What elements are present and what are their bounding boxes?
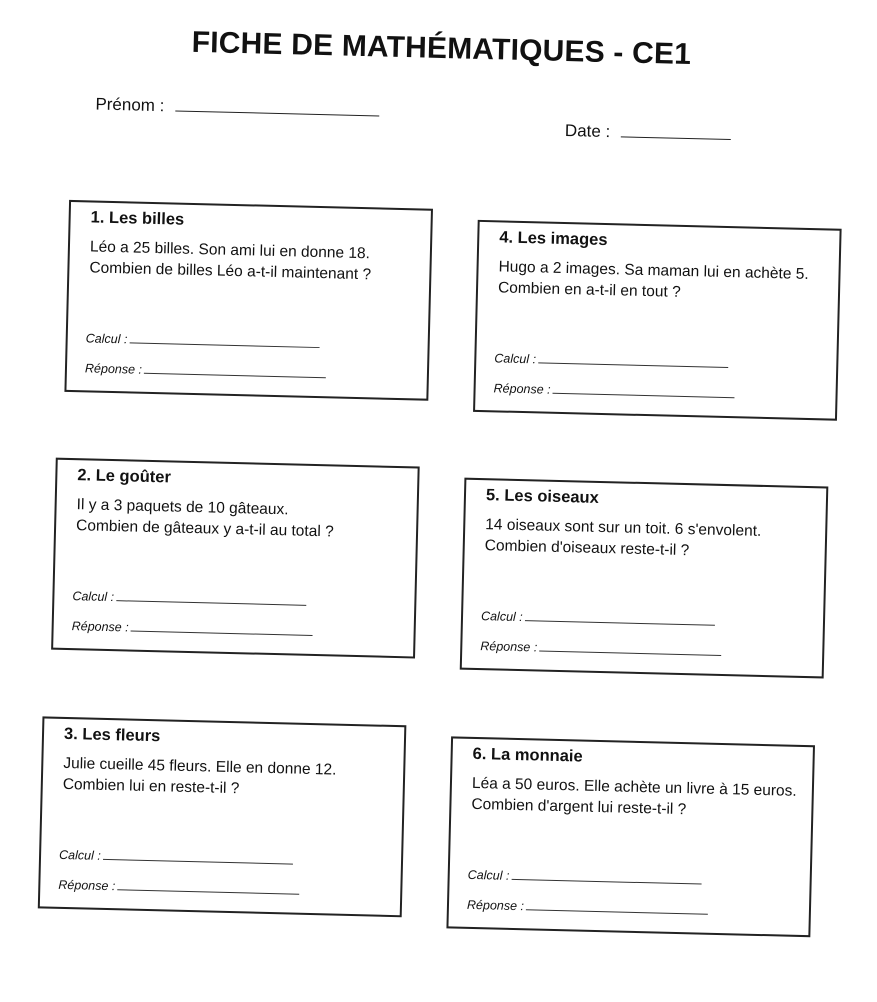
calcul-label: Calcul :: [494, 351, 537, 367]
problem-line-2: Combien d'oiseaux reste-t-il ?: [484, 537, 690, 560]
reponse-label: Réponse :: [466, 897, 525, 914]
problem-title: 6. La monnaie: [472, 744, 583, 766]
problem-card-5: [460, 478, 829, 679]
problem-card-3: [38, 716, 407, 917]
calcul-row: [59, 848, 293, 868]
reponse-answer-line[interactable]: [131, 630, 313, 636]
problem-statement: [76, 494, 335, 542]
calcul-answer-line[interactable]: [525, 619, 715, 626]
date-label: Date :: [564, 120, 611, 142]
reponse-answer-line[interactable]: [144, 372, 326, 378]
problem-line-2: Combien en a-t-il en tout ?: [497, 279, 681, 301]
calcul-answer-line[interactable]: [511, 878, 701, 885]
problem-statement: [63, 753, 337, 802]
date-field: [565, 121, 732, 145]
problem-statement: [89, 236, 372, 285]
problem-line-1: Julie cueille 45 fleurs. Elle en donne 12.: [63, 754, 337, 779]
reponse-label: Réponse :: [71, 619, 129, 635]
problem-statement: [471, 773, 797, 823]
first-name-label: Prénom :: [95, 94, 165, 116]
calcul-answer-line[interactable]: [538, 361, 728, 368]
reponse-answer-line[interactable]: [539, 650, 721, 656]
calcul-row: [86, 331, 320, 351]
problem-title: 4. Les images: [499, 228, 608, 250]
date-input-line[interactable]: [621, 135, 731, 140]
problem-card-6: [446, 736, 815, 937]
problem-card-2: [51, 458, 420, 659]
calcul-label: Calcul :: [467, 867, 510, 883]
reponse-row: [493, 381, 734, 401]
calcul-row: [468, 868, 702, 888]
calcul-label: Calcul :: [72, 589, 115, 605]
reponse-answer-line[interactable]: [552, 392, 734, 398]
calcul-answer-line[interactable]: [116, 599, 306, 606]
calcul-label: Calcul :: [85, 331, 128, 347]
reponse-answer-line[interactable]: [117, 888, 299, 894]
problem-statement: [498, 256, 809, 306]
calcul-answer-line[interactable]: [103, 858, 293, 865]
problem-line-2: Combien de billes Léo a-t-il maintenant ?: [89, 259, 372, 284]
reponse-label: Réponse :: [84, 361, 143, 377]
reponse-answer-line[interactable]: [526, 908, 708, 914]
problem-card-1: [64, 200, 433, 401]
first-name-field: [95, 95, 379, 122]
reponse-row: [58, 878, 299, 898]
calcul-row: [494, 351, 728, 371]
problem-line-2: Combien de gâteaux y a-t-il au total ?: [75, 517, 334, 541]
reponse-row: [467, 898, 708, 918]
problem-line-1: Léa a 50 euros. Elle achète un livre à 15 euros.: [471, 774, 797, 800]
calcul-row: [481, 609, 715, 629]
reponse-row: [85, 361, 326, 381]
problem-line-1: Hugo a 2 images. Sa maman lui en achète 5.: [498, 258, 809, 283]
problem-line-1: Léo a 25 billes. Son ami lui en donne 18.: [89, 238, 371, 263]
calcul-answer-line[interactable]: [129, 341, 319, 348]
reponse-label: Réponse :: [493, 381, 551, 397]
problem-line-2: Combien d'argent lui reste-t-il ?: [471, 795, 687, 819]
reponse-row: [480, 639, 721, 659]
calcul-row: [72, 589, 306, 609]
problem-card-4: [473, 220, 842, 421]
problem-line-2: Combien lui en reste-t-il ?: [62, 775, 240, 798]
problem-line-1: Il y a 3 paquets de 10 gâteaux.: [76, 496, 289, 519]
problem-title: 2. Le goûter: [77, 466, 172, 487]
problem-statement: [485, 514, 762, 563]
calcul-label: Calcul :: [480, 609, 523, 625]
reponse-label: Réponse :: [58, 877, 116, 894]
reponse-row: [72, 619, 313, 639]
first-name-input-line[interactable]: [175, 109, 379, 116]
problem-line-1: 14 oiseaux sont sur un toit. 6 s'envolent.: [485, 516, 762, 540]
problem-title: 5. Les oiseaux: [485, 486, 600, 507]
problem-title: 3. Les fleurs: [63, 724, 161, 746]
calcul-label: Calcul :: [58, 847, 101, 863]
worksheet-title: FICHE DE MATHÉMATIQUES - CE1: [191, 25, 692, 72]
reponse-label: Réponse :: [480, 639, 538, 655]
problem-title: 1. Les billes: [90, 208, 185, 229]
